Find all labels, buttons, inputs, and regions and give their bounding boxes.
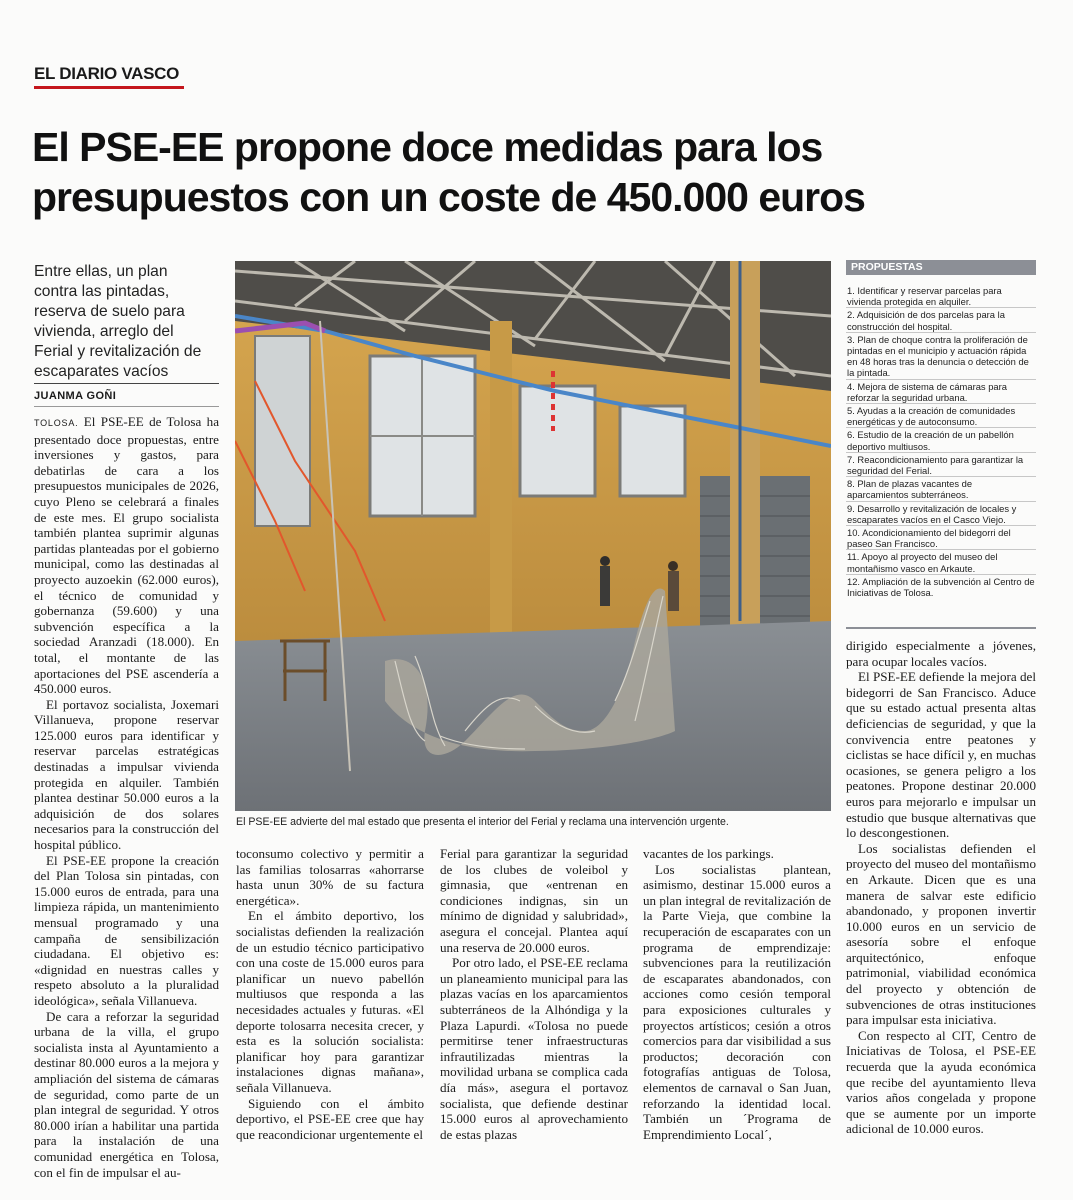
article-paragraph: dirigido especialmente a jóvenes, para ocupar locales vacíos. [846, 638, 1036, 669]
article-paragraph: toconsumo colectivo y permitir a las familias tolosarras «ahorrarse hasta unun 30% de su factura energética». [236, 846, 424, 908]
article-paragraph: De cara a reforzar la seguridad urbana de la villa, el grupo socialista insta al Ayuntamiento a destinar 80.000 euros a la mejora y ampliación del sistema de cámaras de seguridad, como parte de un plan integral de seguridad. Y otros 80.000 irían a habilitar una partida para la instalación de una comunidad energética en Tolosa, con el fin de impulsar el au- [34, 1008, 219, 1180]
article-column-4 [643, 846, 831, 1142]
article-paragraph: TOLOSA. El PSE-EE de Tolosa ha presentado doce propuestas, entre inversiones y gastos, para debatirlas de cara a los presupuestos municipales de 2026, cuyo Pleno se celebrará a finales de este mes. El grupo socialista también plantea suprimir algunas partidas planteadas por el gobierno municipal, como las destinadas al proyecto auzoekin (62.000 euros), el técnico de comunidad y gobernanza (59.600) y una subvención específica a la sociedad Aranzadi (18.000). En total, el montante de las aportaciones del PSE ascendería a 450.000 euros. [34, 414, 219, 697]
deck: Entre ellas, un plan contra las pintadas, reserva de suelo para vivienda, arreglo del Ferial y revitalización de escaparates vacíos [34, 263, 202, 380]
byline-rule-bottom [34, 406, 219, 407]
feria-interior-photo [235, 261, 831, 811]
article-column-1 [34, 414, 219, 1180]
proposal-item: 5. Ayudas a la creación de comunidades energéticas y de autoconsumo. [846, 404, 1036, 428]
proposal-item: 2. Adquisición de dos parcelas para la construcción del hospital. [846, 308, 1036, 332]
article-paragraph: Los socialistas plantean, asimismo, destinar 15.000 euros a un plan integral de revitalización de la Parte Vieja, que combine la recuperación de escaparates con un programa de emprendizaje: subvenciones para la reutilización de escaparates abandonados, con acciones como cesión temporal para exposiciones culturales y proyectos artísticos; cesión a otros comercios para dar visibilidad a sus productos; decoración con fotografías antiguas de Tolosa, elementos de carnaval o San Juan, reforzando la identidad local. También un ´Programa de Emprendimiento Local´, [643, 861, 831, 1142]
masthead-rule [34, 86, 184, 89]
article-paragraph: Con respecto al CIT, Centro de Iniciativas de Tolosa, el PSE-EE recuerda que la ayuda económica que recibe del ayuntamiento lleva varios años congelada y propone que se aumente por un importe adicional de 10.000 euros. [846, 1027, 1036, 1137]
masthead-logo: EL DIARIO VASCO [34, 64, 180, 83]
article-paragraph: El PSE-EE defiende la mejora del bidegorri de San Francisco. Aduce que su estado actual presenta altas deficiencias de seguridad, y que la convivencia entre peatones y ciclistas se hace difícil y, en muchas ocasiones, se genera peligro a los peatones. Propone destinar 20.000 euros para mejorarlo e impulsar un estudio que busque alternativas que lo descongestionen. [846, 669, 1036, 841]
article-paragraph: vacantes de los parkings. [643, 846, 774, 861]
byline: JUANMA GOÑI [34, 390, 117, 402]
article-column-3 [440, 846, 628, 1142]
article-column-5 [846, 638, 1036, 1137]
sidebar-title: PROPUESTAS [846, 260, 1036, 275]
article-paragraph: Por otro lado, el PSE-EE reclama un planeamiento municipal para las plazas vacías en los aparcamientos subterráneos de la Alhóndiga y la Plaza Lapurdi. «Tolosa no puede permitirse tener infraestructuras infrautilizadas mientras la movilidad urbana se complica cada día más», asegura el portavoz socialista, que defiende destinar 15.000 euros al aprovechamiento de estas plazas [440, 955, 628, 1142]
proposal-item: 3. Plan de choque contra la proliferación de pintadas en el municipio y actuación rápida en 48 horas tras la denuncia o detección de la pintada. [846, 333, 1036, 380]
proposal-item: 12. Ampliación de la subvención al Centro de Iniciativas de Tolosa. [847, 575, 1035, 599]
article-paragraph: El portavoz socialista, Joxemari Villanueva, propone reservar 125.000 euros para identificar y reservar parcelas estratégicas destinadas a impulsar vivienda protegida en alquiler. También plantea destinar 50.000 euros a la adquisición de dos solares necesarios para la construcción del hospital público. [34, 696, 219, 853]
proposal-item: 10. Acondicionamiento del bidegorri del paseo San Francisco. [846, 526, 1036, 550]
proposal-item: 7. Reacondicionamiento para garantizar la seguridad del Ferial. [846, 453, 1036, 477]
proposal-item: 9. Desarrollo y revitalización de locales y escaparates vacíos en el Casco Viejo. [846, 502, 1036, 526]
proposals-list [846, 284, 1036, 598]
article-column-2 [236, 846, 424, 1142]
headline: El PSE-EE propone doce medidas para los presupuestos con un coste de 450.000 euros [32, 124, 865, 220]
dateline: TOLOSA. [34, 418, 79, 428]
proposal-item: 11. Apoyo al proyecto del museo del montañismo vasco en Arkaute. [846, 550, 1036, 574]
article-paragraph: Ferial para garantizar la seguridad de los clubes de voleibol y gimnasia, que «entrenan en condiciones indignas, sin un mínimo de dignidad y salubridad», asegura el concejal. Plantea aquí una reserva de 20.000 euros. [440, 846, 628, 955]
byline-rule [34, 383, 219, 384]
proposal-item: 6. Estudio de la creación de un pabellón deportivo multiusos. [846, 428, 1036, 452]
sidebar-bottom-rule [846, 627, 1036, 629]
proposal-item: 8. Plan de plazas vacantes de aparcamientos subterráneos. [846, 477, 1036, 501]
article-paragraph: El PSE-EE propone la creación del Plan Tolosa sin pintadas, con 15.000 euros de entrada, para una limpieza rápida, un mantenimiento mensual programado y una campaña de sensibilización ciudadana. El objetivo es: «dignidad en nuestras calles y respeto absoluto a la pluralidad ideológica», señala Villanueva. [34, 852, 219, 1008]
photo-caption: El PSE-EE advierte del mal estado que presenta el interior del Ferial y reclama una intervención urgente. [236, 816, 729, 828]
article-paragraph: En el ámbito deportivo, los socialistas defienden la realización de un estudio técnico participativo con una coste de 15.000 euros para planificar un nuevo pabellón multiusos que responda a las necesidades actuales y futuras. «El deporte tolosarra necesita crecer, y esta es la solución socialista: planificar hoy para garantizar instalaciones dignas mañana», señala Villanueva. [236, 908, 424, 1095]
article-paragraph: Siguiendo con el ámbito deportivo, el PSE-EE cree que hay que reacondicionar urgentemente el [236, 1095, 424, 1142]
article-paragraph: Los socialistas defienden el proyecto del museo del montañismo en Arkaute. Dicen que es una manera de salvar este edificio abandonado, y proponen invertir 10.000 euros en un servicio de asesoría sobre el enfoque arquitectónico, enfoque patrimonial, viabilidad económica del proyecto y obtención de subvenciones de otras instituciones para impulsar esta iniciativa. [846, 840, 1036, 1028]
proposal-item: 1. Identificar y reservar parcelas para vivienda protegida en alquiler. [846, 284, 1036, 308]
proposal-item: 4. Mejora de sistema de cámaras para reforzar la seguridad urbana. [846, 380, 1036, 404]
